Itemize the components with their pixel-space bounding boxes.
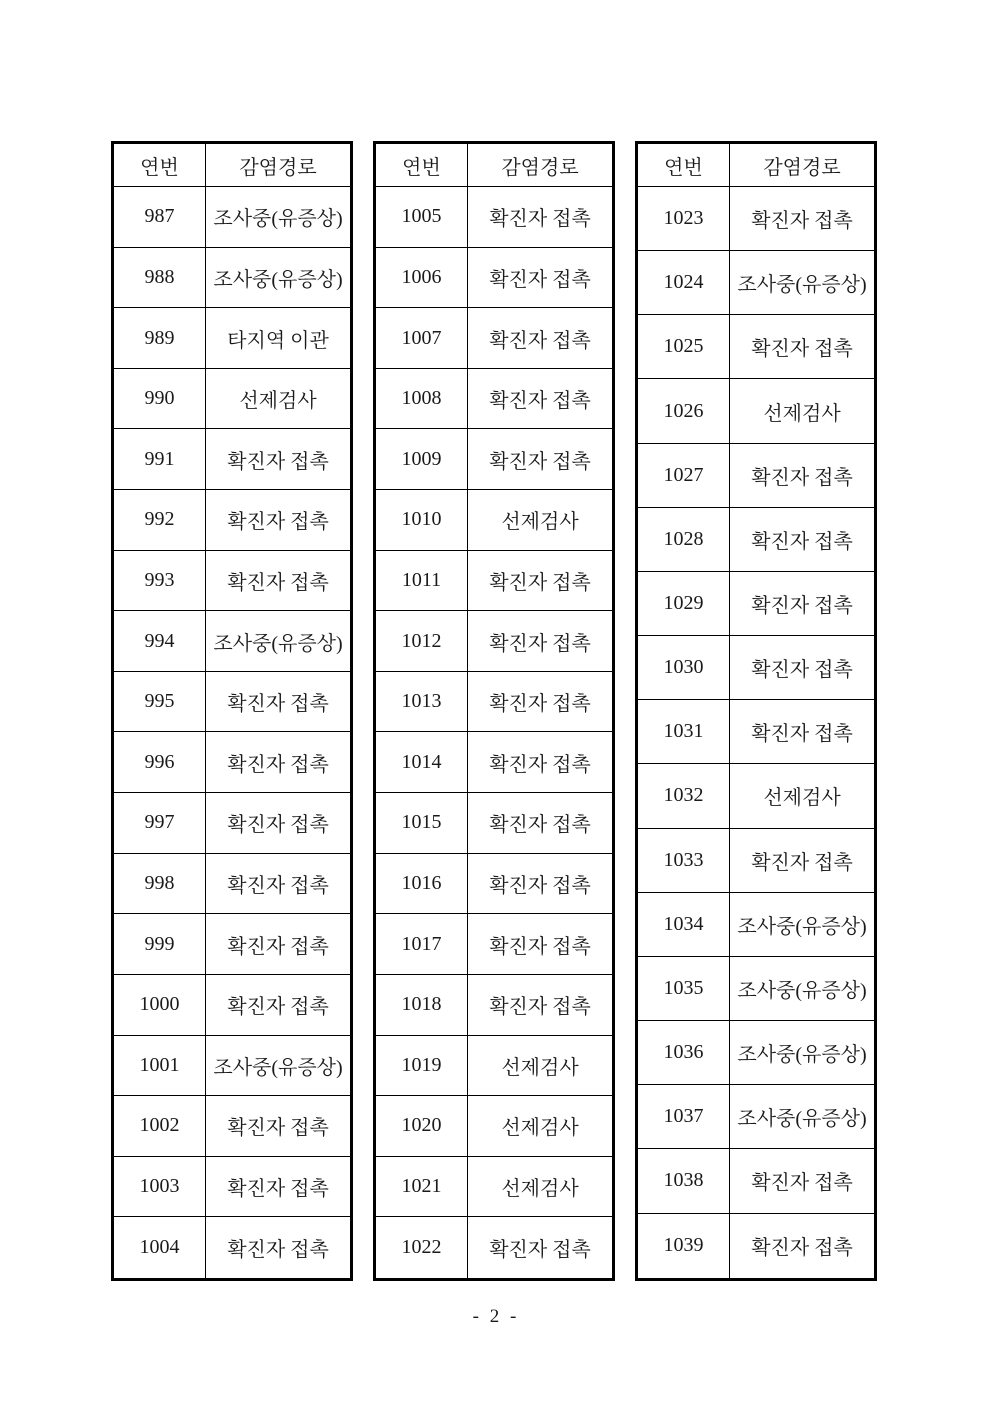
serial-number-cell: 1003 (113, 1156, 206, 1217)
table-row (113, 1096, 352, 1157)
table-row (375, 1096, 614, 1157)
infection-route-cell: 확진자 접촉 (730, 187, 876, 251)
table-row (375, 550, 614, 611)
serial-number-cell: 995 (113, 671, 206, 732)
serial-number-cell: 1002 (113, 1096, 206, 1157)
infection-route-cell: 확진자 접촉 (468, 368, 614, 429)
table-row (375, 308, 614, 369)
serial-number-cell: 992 (113, 490, 206, 551)
serial-number-cell: 1034 (637, 892, 730, 956)
infection-route-cell: 조사중(유증상) (730, 1085, 876, 1149)
serial-number-cell: 1014 (375, 732, 468, 793)
case-table-1 (111, 141, 353, 1281)
serial-number-cell: 1019 (375, 1035, 468, 1096)
table-row (637, 764, 876, 828)
infection-route-cell: 조사중(유증상) (206, 611, 352, 672)
serial-number-cell: 1006 (375, 247, 468, 308)
page-number: - 2 - (472, 1306, 520, 1327)
header-row (637, 143, 876, 187)
serial-number-cell: 1039 (637, 1213, 730, 1280)
table-row (637, 700, 876, 764)
table-row (375, 853, 614, 914)
serial-number-cell: 1018 (375, 974, 468, 1035)
serial-number-cell: 996 (113, 732, 206, 793)
serial-number-cell: 999 (113, 914, 206, 975)
table-row (113, 1156, 352, 1217)
infection-route-cell: 확진자 접촉 (206, 1096, 352, 1157)
serial-number-cell: 1036 (637, 1021, 730, 1085)
table-row (375, 793, 614, 854)
infection-route-cell: 확진자 접촉 (206, 671, 352, 732)
serial-number-cell: 998 (113, 853, 206, 914)
table-row (637, 443, 876, 507)
infection-route-cell: 타지역 이관 (206, 308, 352, 369)
infection-route-cell: 조사중(유증상) (206, 1035, 352, 1096)
serial-number-cell: 1030 (637, 636, 730, 700)
column-header-serial: 연번 (637, 143, 730, 187)
infection-route-cell: 확진자 접촉 (730, 1213, 876, 1280)
table-row (113, 429, 352, 490)
serial-number-cell: 1007 (375, 308, 468, 369)
table-row (375, 247, 614, 308)
infection-route-cell: 확진자 접촉 (468, 429, 614, 490)
infection-route-cell: 확진자 접촉 (468, 853, 614, 914)
header-row (375, 143, 614, 187)
serial-number-cell: 1023 (637, 187, 730, 251)
table-row (113, 1217, 352, 1280)
serial-number-cell: 1017 (375, 914, 468, 975)
serial-number-cell: 987 (113, 187, 206, 248)
table-row (375, 611, 614, 672)
infection-route-cell: 선제검사 (468, 490, 614, 551)
serial-number-cell: 1032 (637, 764, 730, 828)
infection-route-cell: 확진자 접촉 (206, 853, 352, 914)
table-row (375, 1035, 614, 1096)
serial-number-cell: 990 (113, 368, 206, 429)
infection-route-cell: 확진자 접촉 (468, 308, 614, 369)
infection-route-cell: 확진자 접촉 (730, 507, 876, 571)
case-table-2 (373, 141, 615, 1281)
table-row (113, 671, 352, 732)
serial-number-cell: 1008 (375, 368, 468, 429)
serial-number-cell: 1012 (375, 611, 468, 672)
serial-number-cell: 1031 (637, 700, 730, 764)
infection-route-cell: 확진자 접촉 (468, 611, 614, 672)
table-row (113, 187, 352, 248)
serial-number-cell: 1000 (113, 974, 206, 1035)
infection-route-cell: 확진자 접촉 (206, 732, 352, 793)
infection-route-cell: 확진자 접촉 (468, 671, 614, 732)
serial-number-cell: 1033 (637, 828, 730, 892)
infection-route-cell: 조사중(유증상) (730, 892, 876, 956)
table-row (637, 1021, 876, 1085)
table-row (375, 1156, 614, 1217)
infection-route-cell: 확진자 접촉 (206, 1217, 352, 1280)
table-row (637, 1085, 876, 1149)
table-row (637, 1149, 876, 1213)
infection-route-cell: 선제검사 (730, 764, 876, 828)
infection-route-cell: 조사중(유증상) (730, 956, 876, 1020)
serial-number-cell: 1024 (637, 251, 730, 315)
serial-number-cell: 1026 (637, 379, 730, 443)
table-row (637, 315, 876, 379)
infection-route-cell: 확진자 접촉 (730, 1149, 876, 1213)
infection-route-cell: 확진자 접촉 (468, 974, 614, 1035)
serial-number-cell: 1038 (637, 1149, 730, 1213)
infection-route-cell: 조사중(유증상) (206, 247, 352, 308)
infection-route-cell: 조사중(유증상) (206, 187, 352, 248)
infection-route-cell: 확진자 접촉 (730, 443, 876, 507)
infection-route-cell: 확진자 접촉 (468, 550, 614, 611)
infection-route-cell: 확진자 접촉 (468, 914, 614, 975)
table-row (375, 368, 614, 429)
table-row (375, 1217, 614, 1280)
table-row (375, 671, 614, 732)
serial-number-cell: 1005 (375, 187, 468, 248)
serial-number-cell: 1029 (637, 571, 730, 635)
serial-number-cell: 1016 (375, 853, 468, 914)
table-row (375, 490, 614, 551)
table-row (113, 853, 352, 914)
table-row (637, 1213, 876, 1280)
infection-route-cell: 조사중(유증상) (730, 1021, 876, 1085)
serial-number-cell: 1027 (637, 443, 730, 507)
serial-number-cell: 989 (113, 308, 206, 369)
table-row (113, 974, 352, 1035)
serial-number-cell: 1004 (113, 1217, 206, 1280)
column-header-route: 감염경로 (206, 143, 352, 187)
infection-route-cell: 확진자 접촉 (468, 793, 614, 854)
table-row (637, 379, 876, 443)
table-row (113, 550, 352, 611)
serial-number-cell: 1021 (375, 1156, 468, 1217)
table-row (113, 793, 352, 854)
infection-route-cell: 조사중(유증상) (730, 251, 876, 315)
serial-number-cell: 994 (113, 611, 206, 672)
infection-route-cell: 확진자 접촉 (206, 1156, 352, 1217)
infection-route-cell: 확진자 접촉 (468, 1217, 614, 1280)
infection-route-cell: 확진자 접촉 (468, 732, 614, 793)
infection-route-cell: 확진자 접촉 (206, 914, 352, 975)
table-row (637, 571, 876, 635)
table-row (637, 507, 876, 571)
serial-number-cell: 1037 (637, 1085, 730, 1149)
infection-route-cell: 확진자 접촉 (730, 571, 876, 635)
table-row (113, 732, 352, 793)
serial-number-cell: 1020 (375, 1096, 468, 1157)
column-header-serial: 연번 (375, 143, 468, 187)
serial-number-cell: 1011 (375, 550, 468, 611)
infection-route-cell: 확진자 접촉 (206, 974, 352, 1035)
infection-route-cell: 확진자 접촉 (468, 187, 614, 248)
header-row (113, 143, 352, 187)
serial-number-cell: 993 (113, 550, 206, 611)
infection-route-cell: 확진자 접촉 (206, 793, 352, 854)
table-row (113, 1035, 352, 1096)
table-row (637, 828, 876, 892)
infection-route-cell: 선제검사 (468, 1156, 614, 1217)
infection-route-cell: 확진자 접촉 (730, 315, 876, 379)
infection-route-cell: 선제검사 (730, 379, 876, 443)
infection-route-cell: 확진자 접촉 (730, 636, 876, 700)
table-row (113, 914, 352, 975)
column-header-serial: 연번 (113, 143, 206, 187)
infection-route-cell: 확진자 접촉 (730, 700, 876, 764)
column-header-route: 감염경로 (468, 143, 614, 187)
table-row (113, 308, 352, 369)
infection-route-cell: 확진자 접촉 (206, 550, 352, 611)
serial-number-cell: 1010 (375, 490, 468, 551)
table-row (375, 732, 614, 793)
serial-number-cell: 1022 (375, 1217, 468, 1280)
infection-route-cell: 선제검사 (206, 368, 352, 429)
infection-route-cell: 확진자 접촉 (206, 429, 352, 490)
table-row (637, 187, 876, 251)
serial-number-cell: 1035 (637, 956, 730, 1020)
table-row (637, 956, 876, 1020)
serial-number-cell: 1015 (375, 793, 468, 854)
serial-number-cell: 1013 (375, 671, 468, 732)
infection-route-cell: 확진자 접촉 (206, 490, 352, 551)
table-row (113, 611, 352, 672)
table-row (375, 914, 614, 975)
table-row (637, 251, 876, 315)
infection-route-cell: 확진자 접촉 (468, 247, 614, 308)
infection-route-cell: 선제검사 (468, 1096, 614, 1157)
table-row (113, 247, 352, 308)
table-row (113, 490, 352, 551)
infection-route-cell: 선제검사 (468, 1035, 614, 1096)
table-row (113, 368, 352, 429)
table-row (375, 974, 614, 1035)
serial-number-cell: 1009 (375, 429, 468, 490)
serial-number-cell: 1028 (637, 507, 730, 571)
column-header-route: 감염경로 (730, 143, 876, 187)
serial-number-cell: 988 (113, 247, 206, 308)
infection-route-cell: 확진자 접촉 (730, 828, 876, 892)
table-row (637, 636, 876, 700)
serial-number-cell: 1001 (113, 1035, 206, 1096)
case-table-3 (635, 141, 877, 1281)
table-row (375, 187, 614, 248)
table-row (637, 892, 876, 956)
serial-number-cell: 991 (113, 429, 206, 490)
serial-number-cell: 1025 (637, 315, 730, 379)
serial-number-cell: 997 (113, 793, 206, 854)
table-row (375, 429, 614, 490)
